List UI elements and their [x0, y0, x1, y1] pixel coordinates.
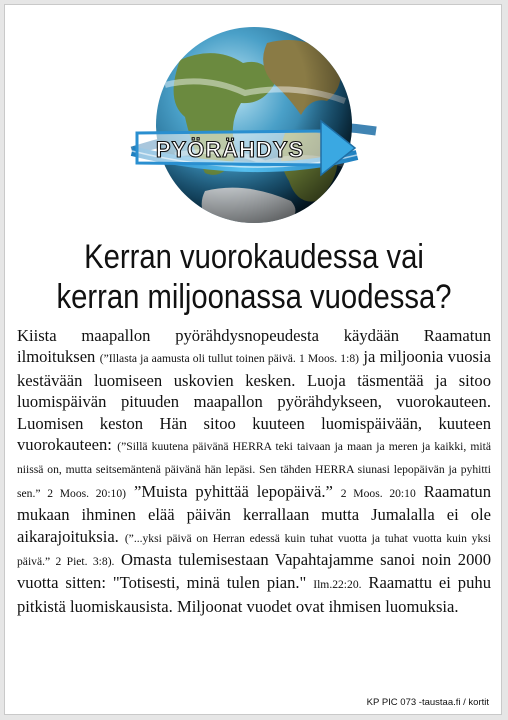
footer-credit: KP PIC 073 -taustaa.fi / kortit: [366, 697, 489, 708]
body-text-2: ja miljoonia vuosia kestävään luomiseen uskovien kesken. Luoja täsmentää ja sitoo luomispäivän pituuden maapallon pyörähdykseen, vuorokauteen. Luomisen keston Hän sitoo kuuteen luomispäivään, kuuteen vuorokauteen:: [17, 347, 491, 455]
body-text-3: ”Muista pyhittää lepopäivä.”: [126, 481, 341, 501]
body-text-1: Kiista maapallon pyörähdysnopeudesta käydään Raamatun ilmoituksen: [17, 326, 491, 367]
scripture-quote-2: (”Sillä kuutena päivänä HERRA teki taivaan ja maan ja meren ja kaikki, mitä niissä on, mutta seitsemäntenä päivänä hän lepäsi. Sen tähden HERRA siunasi lepopäivän ja pyhitti sen.” 2 Moos. 20:10): [17, 440, 491, 500]
logo-label: PYÖRÄHDYS: [155, 137, 305, 162]
scripture-quote-4: (”...yksi päivä on Herran edessä kuin tuhat vuotta ja tuhat vuotta kuin yksi päivä.” 2 Piet. 3:8).: [17, 531, 491, 569]
scripture-reference-3: 2 Moos. 20:10: [340, 486, 416, 500]
body-text-6: Raamattu ei puhu pitkistä luomiskausista. Miljoonat vuodet ovat ihmisen luomuksia.: [17, 573, 491, 616]
headline-line-2: kerran miljoonassa vuodessa?: [56, 278, 452, 316]
headline-line-1: Kerran vuorokaudessa vai: [84, 238, 424, 276]
body-text-4: Raamatun mukaan ihminen elää päivän kerrallaan mutta Jumalalla ei ole aikarajoituksia.: [17, 481, 491, 546]
rotating-earth-logo: [5, 5, 502, 237]
body-text-5: Omasta tulemisestaan Vapahtajamme sanoi noin 2000 vuotta sitten: "Totisesti, minä tulen pian.": [17, 550, 491, 593]
scripture-quote-1: (”Illasta ja aamusta oli tullut toinen päivä. 1 Moos. 1:8): [99, 352, 359, 366]
body-paragraph: [17, 325, 491, 617]
postcard: [4, 4, 502, 715]
scripture-reference-5: Ilm.22:20.: [313, 578, 362, 592]
